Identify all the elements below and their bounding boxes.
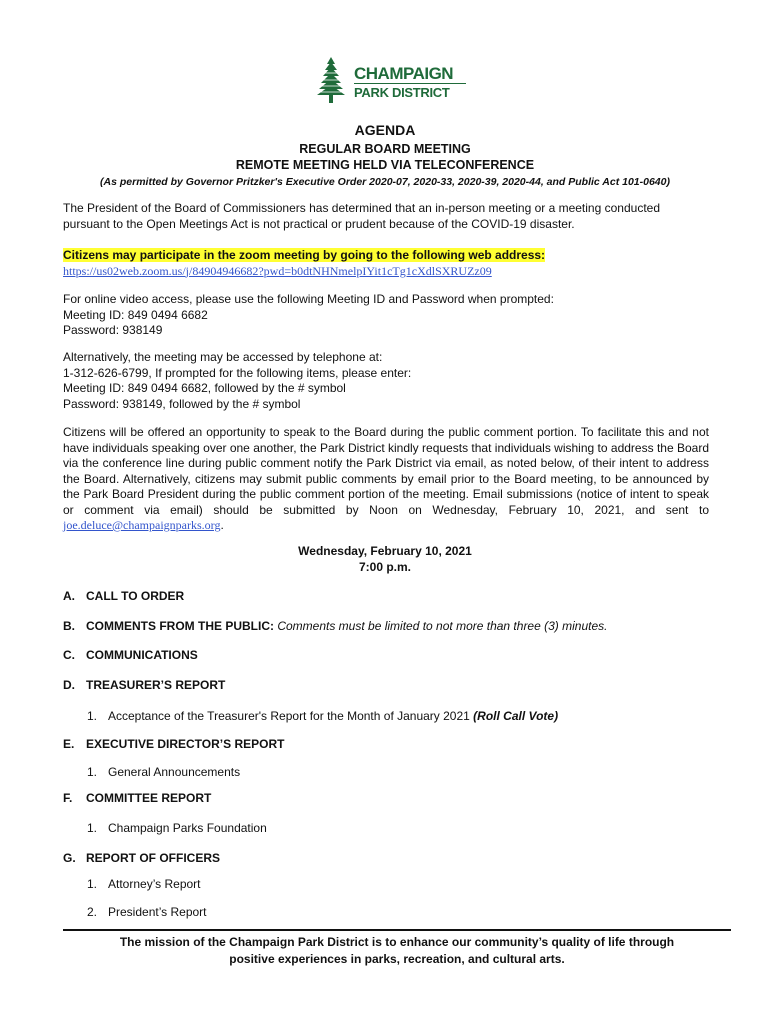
zoom-block [63,248,709,279]
section-comments-from-public: B. COMMENTS FROM THE PUBLIC: Comments must be limited to not more than three (3) minutes. [63,619,608,633]
agenda-title: AGENDA [354,122,416,138]
meeting-time: 7:00 p.m. [358,560,412,574]
section-communications: C. COMMUNICATIONS [63,648,198,662]
zoom-meeting-link[interactable]: https://us02web.zoom.us/j/84904946682?pwd=b0dtNHNmelpIYit1cTg1cXdlSXRUZz09 [63,263,492,278]
section-report-of-officers: G. REPORT OF OFFICERS [63,851,221,865]
public-comment-end: . [220,518,224,532]
list-item: 1. Attorney’s Report [87,877,201,891]
phone-access-block [63,350,709,412]
footer-divider [63,929,731,931]
list-item: 1. General Announcements [87,765,241,779]
email-link[interactable]: joe.deluce@champaignparks.org [63,518,221,532]
mission-statement: The mission of the Champaign Park District is to enhance our community’s quality of life through positive experiences in parks, recreation, and cultural arts. [119,935,675,966]
list-item: 2. President’s Report [87,905,207,919]
section-executive-directors-report: E. EXECUTIVE DIRECTOR’S REPORT [63,737,285,751]
meeting-type: REGULAR BOARD MEETING [299,142,471,156]
remote-meeting-notice: REMOTE MEETING HELD VIA TELECONFERENCE [235,158,535,172]
pine-tree-icon [314,56,348,104]
public-comment-text: Citizens will be offered an opportunity to speak to the Board during the public comment portion. To facilitate this and not have individuals speaking over one another, the Park District kindly requests that individuals wishing to address the Board via the conference line during public comment notify the Park District via email, as noted below, of their intent to address the Board. Alternatively, citizens may submit public comments by email prior to the Board meeting, to be announced by the Park Board President during the public comment portion of the meeting. Email submissions (notice of intent to speak or comment via email) should be submitted by Noon on Wednesday, February 10, 2021, and sent to [63,425,709,517]
phone-access-intro: Alternatively, the meeting may be accessed by telephone at: [63,350,383,364]
video-access-intro: For online video access, please use the following Meeting ID and Password when prompted: [63,292,554,306]
video-meeting-id: Meeting ID: 849 0494 6682 [63,307,208,322]
section-treasurers-report: D. TREASURER’S REPORT [63,678,226,692]
executive-order-note: (As permitted by Governor Pritzker's Executive Order 2020-07, 2020-33, 2020-39, 2020-44, and Public Act 101-0640) [100,176,670,188]
phone-number: 1-312-626-6799, If prompted for the following items, please enter: [63,365,412,380]
section-call-to-order: A. CALL TO ORDER [63,589,185,603]
logo-name-line1: CHAMPAIGN [354,64,454,83]
video-password: Password: 938149 [63,323,163,337]
champaign-park-district-logo [314,56,464,104]
phone-password: Password: 938149, followed by the # symbol [63,396,301,411]
public-comment-paragraph [63,425,709,534]
meeting-date: Wednesday, February 10, 2021 [298,544,472,558]
video-access-block [63,292,709,339]
phone-meeting-id: Meeting ID: 849 0494 6682, followed by the # symbol [63,381,346,395]
zoom-highlight-text: Citizens may participate in the zoom meeting by going to the following web address: [63,248,546,262]
list-item: 1. Acceptance of the Treasurer's Report for the Month of January 2021 (Roll Call Vote) [87,709,559,723]
section-committee-report: F. COMMITTEE REPORT [63,791,212,805]
intro-paragraph: The President of the Board of Commissioners has determined that an in-person meeting or a meeting conducted pursuant to the Open Meetings Act is not practical or prudent because of the COVID-19 disaster. [63,201,660,231]
list-item: 1. Champaign Parks Foundation [87,821,267,835]
logo-name-line2: PARK DISTRICT [354,85,450,100]
logo-divider [354,83,466,84]
